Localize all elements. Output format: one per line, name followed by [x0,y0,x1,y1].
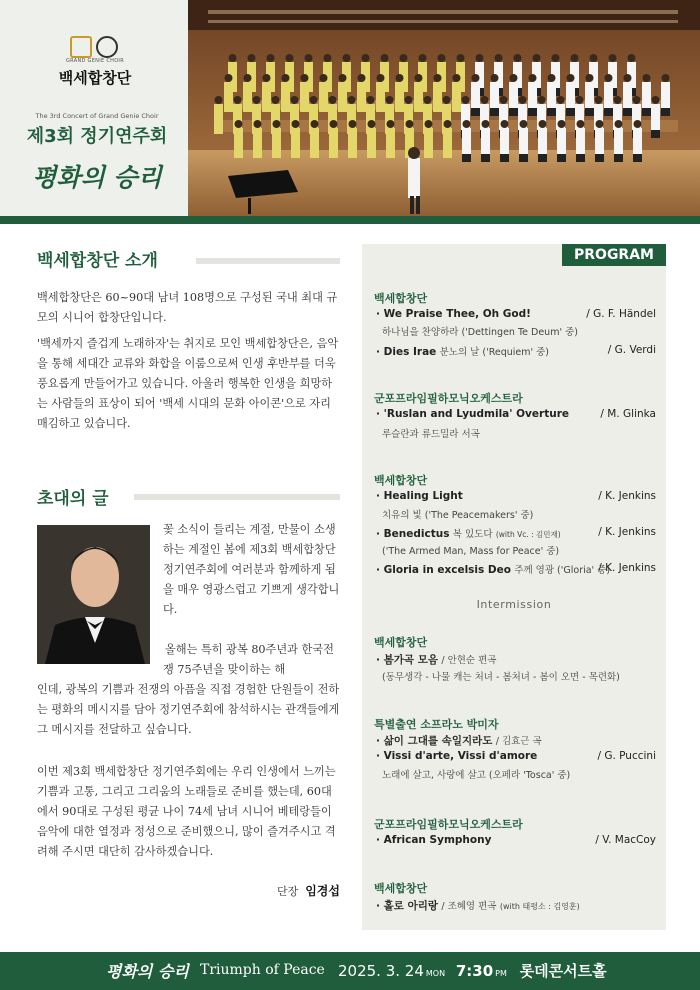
chorister-figure [376,82,385,112]
chorister-head [253,96,261,104]
piece-title: · African Symphony [376,834,492,846]
choir-stage-photo [188,0,700,216]
chorister-head [558,120,566,128]
chorister-head [263,74,271,82]
chorister-head [548,74,556,82]
piece-korean: 분노의 날 ('Requiem' 중) [439,347,550,358]
chorister-head [453,74,461,82]
chorister-figure [595,128,604,154]
chorister-figure [604,82,613,108]
chorister-figure [661,82,670,108]
chorister-head [339,74,347,82]
chorister-head [377,74,385,82]
program-group-5: 특별출연 소프라노 박미자 [374,718,499,731]
chorister-head [244,74,252,82]
piece-with: (with Vc. : 김민재) [495,530,561,539]
chorister-head [472,74,480,82]
piece-title: · Dies Irae [376,346,437,358]
chorister-head [463,120,471,128]
chorister-figure [642,82,651,108]
chorister-figure [291,128,300,158]
program-group-3: 백세합창단 [374,474,428,487]
chorister-head [614,96,622,104]
program-item [376,562,656,576]
chorister-trousers [500,154,509,162]
composer: / K. Jenkins [598,526,656,538]
chorister-head [349,120,357,128]
chorister-trousers [576,154,585,162]
chorister-head [443,96,451,104]
signature-role: 단장 [276,885,299,898]
chorister-figure [576,128,585,154]
program-group-7: 백세합창단 [374,882,428,895]
piece-title: · Benedictus [376,528,450,540]
chorister-head [514,54,522,62]
chorister-figure [386,128,395,158]
chorister-head [557,96,565,104]
chorister-head [438,54,446,62]
chorister-head [633,96,641,104]
chorister-trousers [509,108,518,116]
footer-title-kr: 평화의 승리 [106,962,189,981]
composer: / V. MacCoy [595,834,656,846]
chorister-trousers [490,108,499,116]
chorister-head [396,74,404,82]
chorister-figure [585,82,594,108]
intro-title-rule [196,258,340,264]
greeting-title: 초대의 글 [37,489,109,509]
chorister-figure [338,82,347,112]
piece-with: (with 태평소 : 김영훈) [499,902,580,911]
chorister-head [310,96,318,104]
footer-day: MON [425,969,446,978]
chorister-figure [234,128,243,158]
chorister-figure [547,82,556,108]
footer-datetime [338,960,607,981]
chorister-head [362,54,370,62]
chorister-head [552,54,560,62]
chorister-head [324,54,332,62]
chorister-head [539,120,547,128]
piece-title: · Healing Light [376,490,463,502]
chorister-trousers [519,154,528,162]
chorister-trousers [462,154,471,162]
director-portrait [37,525,150,664]
piece-subtitle: 하나님을 찬양하라 ('Dettingen Te Deum' 중) [382,327,578,338]
chorister-head [596,120,604,128]
intro-paragraph-2: '백세까지 즐겁게 노래하자'는 취지로 모인 백세합창단은, 음악을 통해 세대간 교류와 화합을 이룸으로써 인생 후반부를 더욱 풍요롭게 만들어가고 있습니다. 아울러 행복한 인생을 희망하는 사람들의 표상이 되어 '백세 시대의 문화 아이콘'으로 자리매김하고 있습니다. [37,337,339,430]
composer: / K. Jenkins [598,562,656,574]
chorister-head [605,74,613,82]
chorister-figure [490,82,499,108]
concert-subtitle-en: The 3rd Concert of Grand Genie Choir [35,112,159,120]
piece-arranger: / 안현순 편곡 [441,655,497,666]
program-item [376,652,656,667]
program-item [376,898,656,913]
chorister-head [272,96,280,104]
chorister-head [529,74,537,82]
chorister-figure [414,82,423,112]
chorister-figure [224,82,233,112]
chorister-figure [528,82,537,108]
chorister-head [235,120,243,128]
composer: / K. Jenkins [598,490,656,502]
chorister-trousers [566,108,575,116]
piece-korean: 주께 영광 ('Gloria' 중) [514,565,611,576]
program-item [376,733,656,748]
chorister-head [381,54,389,62]
chorister-trousers [633,154,642,162]
piece-korean: 복 있도다 [452,529,493,540]
header [0,0,700,216]
intro-title: 백세합창단 소개 [37,251,158,271]
piece-subtitle: 치유의 빛 ('The Peacemakers' 중) [382,510,534,521]
logo-text: GRAND GENIE CHOIR [66,58,124,64]
chorister-head [434,74,442,82]
chorister-figure [300,82,309,112]
chorister-head [292,120,300,128]
chorister-head [482,120,490,128]
chorister-head [652,96,660,104]
chorister-head [330,120,338,128]
composer: / G. F. Händel [586,308,656,320]
logo-100-icon [70,36,92,58]
piece-subtitle: (동무생각 - 나물 캐는 처녀 - 봄처녀 - 봄이 오면 - 목련화) [382,672,620,683]
piece-title: · Gloria in excelsis Deo [376,564,511,576]
chorister-head [343,54,351,62]
program-group-1: 백세합창단 [374,292,428,305]
chorister-head [662,74,670,82]
chorister-figure [566,82,575,108]
chorister-head [628,54,636,62]
chorister-head [609,54,617,62]
chorister-figure [424,128,433,158]
footer-venue: 롯데콘서트홀 [519,962,607,980]
concert-title: 제3회 정기연주회 [26,126,168,147]
chorister-head [586,74,594,82]
chorister-figure [310,128,319,158]
chorister-figure [538,128,547,154]
chorister-trousers [614,154,623,162]
chorister-figure [443,128,452,158]
chorister-trousers [528,108,537,116]
piece-subtitle: 노래에 살고, 사랑에 살고 (오페라 'Tosca' 중) [382,770,571,781]
chorister-figure [633,128,642,154]
piece-title: · 삶이 그대를 속일지라도 [376,735,493,747]
chorister-head [424,96,432,104]
chorister-head [348,96,356,104]
program-group-4: 백세합창단 [374,636,428,649]
chorister-figure [367,128,376,158]
chorister-head [215,96,223,104]
program-item [376,408,656,420]
piece-title: · 봄가곡 모음 [376,654,439,666]
chorister-head [495,54,503,62]
program-item [376,308,656,320]
piece-subtitle: 루슬란과 류드밀라 서곡 [382,429,480,440]
chorister-head [590,54,598,62]
signature [240,882,340,899]
chorister-figure [319,82,328,112]
footer-date: 2025. 3. 24 [338,962,424,980]
chorister-head [576,96,584,104]
chorister-figure [614,128,623,154]
chorister-head [234,96,242,104]
composer: / G. Puccini [597,750,656,762]
choir-name: 백세합창단 [58,69,132,87]
logo-genie-icon [96,36,118,58]
program-item [376,526,656,540]
chorister-trousers [661,108,670,116]
chorister-head [387,120,395,128]
greeting-title-rule [134,494,340,500]
piece-title: · 'Ruslan and Lyudmila' Overture [376,408,569,420]
program-item [376,834,656,846]
chorister-figure [500,128,509,154]
chorister-head [311,120,319,128]
footer-title-en: Triumph of Peace [200,962,325,978]
signature-name: 임경섭 [305,884,340,898]
chorister-trousers [623,108,632,116]
chorister-head [301,74,309,82]
piece-title: · We Praise Thee, Oh God! [376,308,531,320]
chorister-head [329,96,337,104]
chorister-head [273,120,281,128]
chorister-head [367,96,375,104]
chorister-trousers [585,108,594,116]
chorister-head [400,54,408,62]
chorister-head [425,120,433,128]
portrait-illustration [37,525,150,664]
greeting-paragraph-2b: 인데, 광복의 기쁨과 전쟁의 아픔을 직접 경험한 단원들이 전하는 평화의 메시지를 담아 정기연주회에 참석하시는 관객들에게 그 메시지를 전달하고 싶습니다. [37,683,340,736]
chorister-figure [395,82,404,112]
chorister-figure [471,82,480,108]
piece-arranger: / 조혜영 편곡 [441,901,497,912]
chorister-trousers [538,154,547,162]
chorister-head [476,54,484,62]
greeting-paragraph-1: 꽃 소식이 들리는 계절, 만물이 소생하는 계절인 봄에 제3회 백세합창단 정기연주회에 여러분과 함께하게 됨을 매우 영광스럽고 기쁘게 생각합니다. [163,523,340,616]
chorister-figure [481,128,490,154]
concert-theme: 평화의 승리 [32,163,162,192]
chorister-figure [433,82,442,112]
chorister-figure [262,82,271,112]
chorister-head [634,120,642,128]
chorister-trousers [642,108,651,116]
chorister-head [538,96,546,104]
chorister-head [491,74,499,82]
chorister-figure [623,82,632,108]
chorister-figure [243,82,252,112]
piece-composer-kr: / 김효근 곡 [495,736,542,747]
chorister-figure [509,82,518,108]
chorister-figure [348,128,357,158]
program-panel [362,244,666,930]
chorister-head [358,74,366,82]
chorister-head [444,120,452,128]
chorister-head [368,120,376,128]
chorister-head [386,96,394,104]
chorister-head [419,54,427,62]
footer-bar [0,952,700,990]
chorister-head [624,74,632,82]
chorister-head [501,120,509,128]
chorister-head [595,96,603,104]
chorister-head [519,96,527,104]
chorister-trousers [481,154,490,162]
program-item [376,344,656,358]
program-group-2: 군포프라임필하모닉오케스트라 [374,392,523,405]
chorister-head [462,96,470,104]
intro-paragraph-1: 백세합창단은 60~90대 남녀 108명으로 구성된 국내 최대 규모의 시니어 합창단입니다. [37,291,338,324]
chorister-head [248,54,256,62]
chorister-head [481,96,489,104]
program-item [376,490,656,502]
chorister-head [405,96,413,104]
chorister-head [225,74,233,82]
chorister-figure [357,82,366,112]
chorister-figure [214,104,223,134]
program-item [376,750,656,762]
footer-ampm: PM [495,969,507,978]
chorister-head [406,120,414,128]
greeting-paragraph-2a: 올해는 특히 광복 80주년과 한국전쟁 75주년을 맞이하는 해 [163,643,334,676]
piece-title: · Vissi d'arte, Vissi d'amore [376,750,538,762]
chorister-head [567,74,575,82]
chorister-head [500,96,508,104]
piece-title: · 홀로 아리랑 [376,900,439,912]
program-group-6: 군포프라임필하모닉오케스트라 [374,818,523,831]
chorister-head [577,120,585,128]
intermission-label: Intermission [476,598,552,611]
chorister-head [229,54,237,62]
chorister-trousers [595,154,604,162]
brand-panel [0,0,188,216]
chorister-head [286,54,294,62]
chorister-figure [557,128,566,154]
header-divider [0,216,700,224]
intro-body [37,288,340,440]
chorister-trousers [557,154,566,162]
program-tab: PROGRAM [562,244,666,266]
chorister-trousers [604,108,613,116]
chorister-figure [462,128,471,154]
chorister-head [320,74,328,82]
chorister-head [267,54,275,62]
chorister-figure [519,128,528,154]
chorister-head [533,54,541,62]
greeting-paragraph-3: 이번 제3회 백세합창단 정기연주회에는 우리 인생에서 느끼는 기쁨과 고통, 그리고 그리움의 노래들로 준비를 했는데, 60대에서 90대로 구성된 평균 나이 74세 남녀 시니어 베테랑들이 음악에 대한 열정과 정성으로 준비했으니, 많이 즐겨주시고 격려해 주시면 대단히 감사하겠습니다. [37,765,336,858]
chorister-figure [253,128,262,158]
chorister-figure [452,82,461,112]
chorister-head [510,74,518,82]
chorister-head [571,54,579,62]
chorister-head [520,120,528,128]
footer-time: 7:30 [455,962,494,980]
chorister-trousers [651,130,660,138]
chorister-figure [272,128,281,158]
chorister-trousers [471,108,480,116]
piece-subtitle: ('The Armed Man, Mass for Peace' 중) [382,546,560,557]
stage-photo-illustration [188,0,700,216]
chorister-head [457,54,465,62]
chorister-head [615,120,623,128]
chorister-head [305,54,313,62]
chorister-figure [651,104,660,130]
chorister-head [282,74,290,82]
composer: / M. Glinka [600,408,656,420]
chorister-head [291,96,299,104]
chorister-trousers [547,108,556,116]
chorister-head [254,120,262,128]
composer: / G. Verdi [607,344,656,356]
chorister-head [643,74,651,82]
chorister-head [415,74,423,82]
chorister-figure [329,128,338,158]
chorister-figure [281,82,290,112]
